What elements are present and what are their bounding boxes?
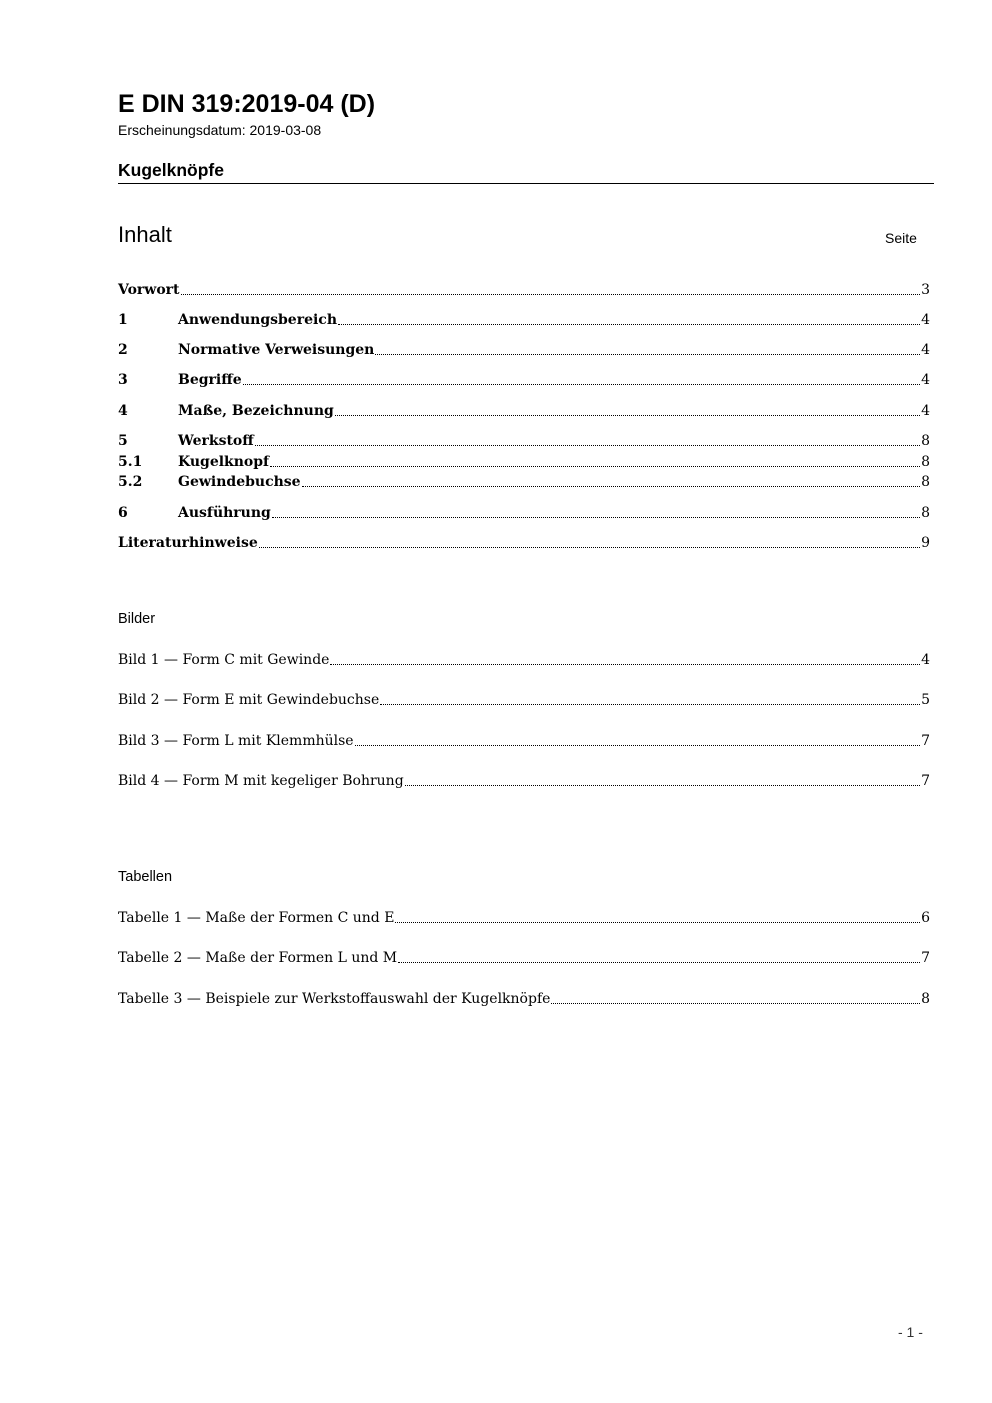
toc-entry-page: 8	[921, 433, 930, 449]
figure-entry-text: Bild 1 — Form C mit Gewinde	[118, 652, 330, 668]
toc-leader-dots	[380, 704, 920, 705]
toc-entry-text: Ausführung	[178, 505, 271, 521]
toc-entry-text: Kugelknopf	[178, 454, 270, 470]
toc-entry[interactable]	[118, 340, 930, 360]
toc-entry-number: 3	[118, 372, 128, 388]
toc-entry[interactable]	[118, 431, 930, 451]
toc-entry-number: 1	[118, 312, 128, 328]
toc-entry-number: 6	[118, 505, 128, 521]
toc-entry-text: Gewindebuchse	[178, 474, 301, 490]
toc-leader-dots	[338, 324, 920, 325]
toc-entry-text: Vorwort	[118, 282, 180, 298]
figure-entry-text: Bild 3 — Form L mit Klemmhülse	[118, 733, 354, 749]
figures-heading: Bilder	[118, 611, 156, 627]
toc-leader-dots	[405, 785, 920, 786]
toc-entry-text: Werkstoff	[178, 433, 254, 449]
tables-heading: Tabellen	[118, 869, 173, 885]
toc-leader-dots	[270, 466, 920, 467]
toc-entry[interactable]	[118, 503, 930, 523]
figure-entry-page: 4	[921, 652, 930, 668]
toc-entry-page: 4	[921, 403, 930, 419]
toc-leader-dots	[272, 517, 920, 518]
toc-leader-dots	[243, 384, 920, 385]
figure-entry[interactable]	[118, 771, 930, 791]
page-column-label: Seite	[885, 230, 917, 246]
toc-leader-dots	[302, 486, 921, 487]
table-entry[interactable]	[118, 908, 930, 928]
figure-entry-page: 5	[921, 692, 930, 708]
toc-entry-text: Begriffe	[178, 372, 242, 388]
figure-entry[interactable]	[118, 690, 930, 710]
toc-entry[interactable]	[118, 472, 930, 492]
toc-leader-dots	[375, 354, 920, 355]
toc-entry-text: Anwendungsbereich	[178, 312, 337, 328]
table-entry-page: 6	[921, 910, 930, 926]
figure-entry-text: Bild 4 — Form M mit kegeliger Bohrung	[118, 773, 404, 789]
toc-entry[interactable]	[118, 401, 930, 421]
toc-entry-page: 8	[921, 505, 930, 521]
toc-entry-page: 4	[921, 342, 930, 358]
toc-leader-dots	[398, 962, 920, 963]
toc-entry-text: Normative Verweisungen	[178, 342, 375, 358]
toc-entry[interactable]	[118, 310, 930, 330]
table-entry-page: 8	[921, 991, 930, 1007]
toc-heading: Inhalt	[118, 222, 172, 247]
toc-leader-dots	[259, 547, 920, 548]
toc-entry-page: 3	[921, 282, 930, 298]
toc-entry-text: Literaturhinweise	[118, 535, 258, 551]
toc-entry[interactable]	[118, 370, 930, 390]
figure-entry-page: 7	[921, 773, 930, 789]
toc-entry-number: 5	[118, 433, 128, 449]
toc-entry-page: 4	[921, 312, 930, 328]
toc-entry-page: 8	[921, 474, 930, 490]
toc-leader-dots	[355, 745, 920, 746]
toc-entry-number: 2	[118, 342, 128, 358]
toc-leader-dots	[335, 415, 920, 416]
toc-leader-dots	[255, 445, 920, 446]
page-number: - 1 -	[898, 1324, 923, 1340]
figure-entry-page: 7	[921, 733, 930, 749]
toc-leader-dots	[181, 294, 921, 295]
toc-entry[interactable]	[118, 452, 930, 472]
document-id: E DIN 319:2019-04 (D)	[118, 90, 376, 118]
figure-entry[interactable]	[118, 731, 930, 751]
toc-leader-dots	[330, 664, 920, 665]
toc-entry[interactable]	[118, 280, 930, 300]
figure-entry[interactable]	[118, 650, 930, 670]
table-entry[interactable]	[118, 948, 930, 968]
table-entry-text: Tabelle 3 — Beispiele zur Werkstoffauswahl der Kugelknöpfe	[118, 991, 551, 1007]
toc-entry-page: 9	[921, 535, 930, 551]
toc-entry-text: Maße, Bezeichnung	[178, 403, 334, 419]
table-entry[interactable]	[118, 989, 930, 1009]
toc-entry-number: 4	[118, 403, 128, 419]
document-title: Kugelknöpfe	[118, 160, 224, 180]
toc-leader-dots	[395, 922, 920, 923]
toc-entry-page: 8	[921, 454, 930, 470]
table-entry-text: Tabelle 1 — Maße der Formen C und E	[118, 910, 395, 926]
toc-entry-number: 5.1	[118, 454, 143, 470]
figure-entry-text: Bild 2 — Form E mit Gewindebuchse	[118, 692, 380, 708]
toc-leader-dots	[551, 1003, 920, 1004]
title-rule	[118, 183, 934, 184]
toc-entry-number: 5.2	[118, 474, 143, 490]
table-entry-text: Tabelle 2 — Maße der Formen L und M	[118, 950, 398, 966]
toc-entry[interactable]	[118, 533, 930, 553]
toc-entry-page: 4	[921, 372, 930, 388]
table-entry-page: 7	[921, 950, 930, 966]
publication-date: Erscheinungsdatum: 2019-03-08	[118, 122, 322, 138]
